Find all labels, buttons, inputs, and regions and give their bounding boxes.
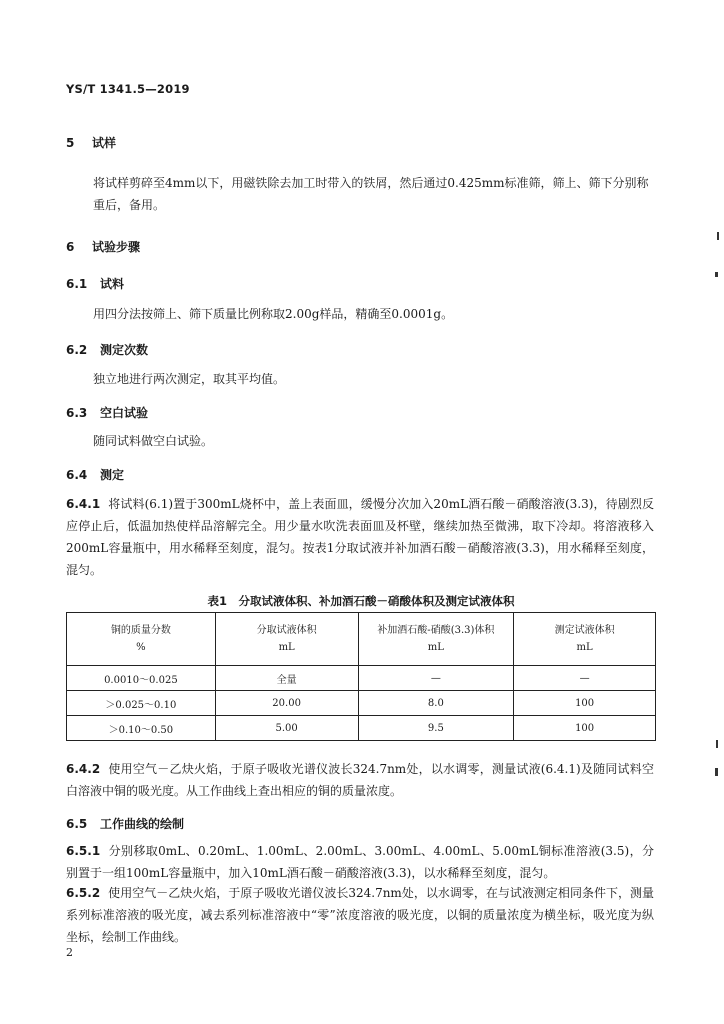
table-cell: ＞0.10～0.50 xyxy=(67,716,216,741)
table-cell: 100 xyxy=(514,691,656,716)
clause-number: 6.5.1 xyxy=(66,844,101,858)
section-number: 6.5 xyxy=(66,817,88,831)
table-header-row xyxy=(67,613,656,666)
section-number: 6.2 xyxy=(66,343,88,357)
table-cell: 100 xyxy=(514,716,656,741)
table-cell: 0.0010～0.025 xyxy=(67,666,216,691)
table-row xyxy=(67,691,656,716)
scan-mark xyxy=(715,272,718,277)
clause-text: 使用空气－乙炔火焰，于原子吸收光谱仪波长324.7nm处，以水调零，在与试液测定相同条件下，测量系列标准溶液的吸光度，减去系列标准溶液中“零”浓度溶液的吸光度，以铜的质量浓度为横坐标，吸光度为纵坐标，绘制工作曲线。 xyxy=(66,886,654,944)
section-6-3-heading xyxy=(66,404,148,421)
table-row xyxy=(67,716,656,741)
section-title: 测定次数 xyxy=(100,343,149,357)
table-cell: — xyxy=(514,666,656,691)
section-6-4-heading xyxy=(66,466,124,483)
section-title: 工作曲线的绘制 xyxy=(100,817,185,831)
clause-text: 将试料(6.1)置于300mL烧杯中，盖上表面皿，缓慢分次加入20mL酒石酸－硝酸溶液(3.3)，待剧烈反应停止后，低温加热使样品溶解完全。用少量水吹洗表面皿及杯壁，继续加热至微沸，取下冷却。将溶液移入200mL容量瓶中，用水稀释至刻度，混匀。按表1分取试液并补加酒石酸－硝酸溶液(3.3)，用水稀释至刻度，混匀。 xyxy=(66,497,654,577)
section-number: 6.3 xyxy=(66,406,88,420)
section-6-heading xyxy=(66,238,140,255)
section-title: 试验步骤 xyxy=(92,240,141,254)
table-header-cell: 分取试液体积 mL xyxy=(215,613,358,666)
table-cell: 9.5 xyxy=(358,716,514,741)
section-6-1-text: 用四分法按筛上、筛下质量比例称取2.00g样品，精确至0.0001g。 xyxy=(93,307,454,321)
clause-text: 分别移取0mL、0.20mL、1.00mL、2.00mL、3.00mL、4.00mL、5.00mL铜标准溶液(3.5)，分别置于一组100mL容量瓶中，加入10mL酒石酸－硝酸溶液(3.3)，以水稀释至刻度，混匀。 xyxy=(66,844,654,880)
table-header-cell: 铜的质量分数 % xyxy=(67,613,216,666)
table-cell: — xyxy=(358,666,514,691)
page-number: 2 xyxy=(66,946,73,959)
table-cell: 8.0 xyxy=(358,691,514,716)
section-title: 测定 xyxy=(100,468,125,482)
table-row xyxy=(67,666,656,691)
section-6-5-heading xyxy=(66,815,184,832)
section-5-text: 将试样剪碎至4mm以下，用磁铁除去加工时带入的铁屑，然后通过0.425mm标准筛，筛上、筛下分别称重后，备用。 xyxy=(93,176,649,212)
clause-text: 使用空气－乙炔火焰，于原子吸收光谱仪波长324.7nm处，以水调零，测量试液(6.4.1)及随同试料空白溶液中铜的吸光度。从工作曲线上查出相应的铜的质量浓度。 xyxy=(66,762,654,798)
section-6-4-2-paragraph xyxy=(66,758,654,802)
table-cell: 20.00 xyxy=(215,691,358,716)
section-title: 试样 xyxy=(92,136,117,150)
clause-number: 6.4.2 xyxy=(66,762,101,776)
table-cell: ＞0.025～0.10 xyxy=(67,691,216,716)
section-title: 空白试验 xyxy=(100,406,149,420)
section-6-5-2-paragraph xyxy=(66,882,654,948)
table-header-cell: 补加酒石酸-硝酸(3.3)体积 mL xyxy=(358,613,514,666)
clause-number: 6.5.2 xyxy=(66,886,101,900)
scan-mark xyxy=(715,768,718,776)
table-1-caption: 表1 分取试液体积、补加酒石酸－硝酸体积及测定试液体积 xyxy=(207,594,515,608)
scan-mark xyxy=(717,232,719,240)
standard-code: YS/T 1341.5—2019 xyxy=(66,82,190,96)
scan-mark xyxy=(716,740,718,748)
table-cell: 5.00 xyxy=(215,716,358,741)
section-number: 5 xyxy=(66,136,75,150)
section-number: 6.1 xyxy=(66,277,88,291)
section-6-1-heading xyxy=(66,275,124,292)
clause-number: 6.4.1 xyxy=(66,497,101,511)
table-cell: 全量 xyxy=(215,666,358,691)
table-header-cell: 测定试液体积 mL xyxy=(514,613,656,666)
section-title: 试料 xyxy=(100,277,125,291)
section-6-4-1-paragraph xyxy=(66,493,654,581)
section-6-2-text: 独立地进行两次测定，取其平均值。 xyxy=(93,372,286,386)
section-6-3-text: 随同试料做空白试验。 xyxy=(93,434,214,448)
section-number: 6.4 xyxy=(66,468,88,482)
table-1 xyxy=(66,612,656,741)
section-5-heading xyxy=(66,134,116,151)
section-6-2-heading xyxy=(66,341,148,358)
section-6-5-1-paragraph xyxy=(66,840,654,884)
section-number: 6 xyxy=(66,240,75,254)
